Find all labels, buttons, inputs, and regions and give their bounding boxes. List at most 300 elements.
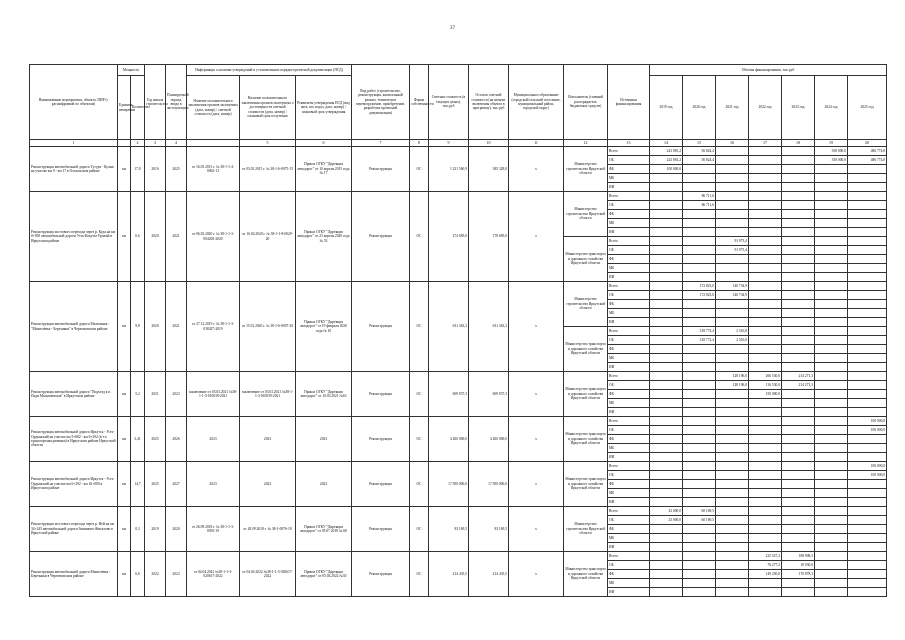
unit: км <box>118 282 131 372</box>
funding-value <box>848 246 887 255</box>
header-exam: Наличие положительного заключения органов экспертизы (дата, номер) / сметной стоимости (дата, номер) <box>187 76 240 140</box>
funding-value <box>650 354 683 363</box>
column-number: 18 <box>782 140 815 147</box>
funding-value <box>716 390 749 399</box>
header-approvals: Информация о наличии утверждений и установленном порядке проектной документации (ПСД) <box>187 65 352 76</box>
funding-value <box>848 525 887 534</box>
funding-value <box>650 309 683 318</box>
funding-value <box>650 336 683 345</box>
work-type: Реконструкция <box>352 462 410 507</box>
funding-value <box>716 408 749 417</box>
end-year: 2021 <box>166 282 187 372</box>
funding-value <box>848 273 887 282</box>
estimate-reliability: от 03.03.2015 г. № 38-1-6-0075-15 <box>240 147 296 192</box>
funding-value <box>716 201 749 210</box>
funding-value <box>650 300 683 309</box>
funding-value <box>848 561 887 570</box>
funding-source: Всего <box>608 282 650 291</box>
funding-value <box>848 588 887 597</box>
funding-value <box>782 255 815 264</box>
table-row <box>30 147 887 156</box>
funding-value <box>749 588 782 597</box>
project-name: Реконструкция автомобильной дороги "Подъезд к п. Пади Малышевская" в Иркутском районе <box>30 372 118 417</box>
funding-value <box>683 183 716 192</box>
funding-value <box>716 219 749 228</box>
funding-source: ИИ <box>608 318 650 327</box>
funding-value: 100 000,0 <box>848 471 887 480</box>
funding-value <box>782 579 815 588</box>
funding-value <box>683 237 716 246</box>
funding-value <box>848 174 887 183</box>
funding-value <box>782 318 815 327</box>
funding-value <box>650 327 683 336</box>
funding-value <box>683 579 716 588</box>
funding-value <box>650 498 683 507</box>
work-type: Реконструкция <box>352 552 410 597</box>
remaining-cost: 178 685,0 <box>469 192 509 282</box>
funding-value <box>782 435 815 444</box>
column-number <box>187 140 240 147</box>
funding-value <box>716 534 749 543</box>
funding-value <box>683 471 716 480</box>
funding-value <box>716 588 749 597</box>
funding-value <box>716 435 749 444</box>
project-name: Реконструкция мостового перехода через р. Куда на км 0+850 автомобильной дороги Усть-Кокуты-Урожай в Иркутском районе <box>30 192 118 282</box>
funding-value <box>650 273 683 282</box>
funding-source: МБ <box>608 264 650 273</box>
funding-value <box>782 453 815 462</box>
funding-value <box>815 291 848 300</box>
funding-value <box>749 327 782 336</box>
funding-source: ФБ <box>608 570 650 579</box>
funding-value: 91 973,4 <box>716 246 749 255</box>
funding-value <box>848 552 887 561</box>
funding-value: 86 711,6 <box>683 192 716 201</box>
funding-value <box>683 588 716 597</box>
funding-source: Всего <box>608 552 650 561</box>
funding-value <box>683 534 716 543</box>
funding-value <box>749 525 782 534</box>
funding-value <box>782 282 815 291</box>
funding-value <box>683 480 716 489</box>
executor: Министерство строительства Иркутской области <box>564 282 608 327</box>
estimate-reliability: заключение от 03.03.2021 №38-1-1-3-010039-2021 <box>240 372 296 417</box>
funding-value <box>650 219 683 228</box>
header-capacity: Мощность <box>118 65 145 76</box>
header-qty: Количество <box>131 76 145 140</box>
funding-value <box>848 192 887 201</box>
end-year: 2026 <box>166 417 187 462</box>
funding-value: 60 169,5 <box>683 507 716 516</box>
funding-value <box>650 381 683 390</box>
expertise-conclusion: заключение от 03.03.2021 №38-1-1-3-010039-2021 <box>187 372 240 417</box>
funding-value <box>815 525 848 534</box>
funding-value <box>782 516 815 525</box>
approval-document: 2023 <box>296 417 352 462</box>
funding-value <box>848 507 887 516</box>
funding-value <box>749 354 782 363</box>
funding-value <box>815 534 848 543</box>
funding-value <box>749 156 782 165</box>
funding-value: 128 196,0 <box>716 372 749 381</box>
project-name: Реконструкция автомобильной дороги Мишелёвка - Березняки в Черемховском районе <box>30 552 118 597</box>
funding-value <box>650 435 683 444</box>
funding-source: ФБ <box>608 210 650 219</box>
ownership: ОС <box>410 417 429 462</box>
funding-source: ОБ <box>608 246 650 255</box>
funding-value <box>848 354 887 363</box>
funding-value: 128 196,0 <box>716 381 749 390</box>
funding-value <box>749 543 782 552</box>
funding-value <box>683 408 716 417</box>
executor: Министерство транспорта и дорожного хозяйства Иркутской области <box>564 237 608 282</box>
funding-value <box>782 237 815 246</box>
funding-value <box>815 228 848 237</box>
funding-value <box>650 282 683 291</box>
funding-source: Всего <box>608 192 650 201</box>
funding-source: Всего <box>608 147 650 156</box>
funding-value <box>815 588 848 597</box>
funding-value <box>749 336 782 345</box>
expertise-conclusion: 2023 <box>187 417 240 462</box>
funding-value <box>716 255 749 264</box>
funding-value <box>749 273 782 282</box>
funding-value <box>782 534 815 543</box>
funding-value <box>683 426 716 435</box>
column-number: 2 <box>131 140 145 147</box>
estimate-cost: 631 363,3 <box>429 282 469 372</box>
end-year: 2020 <box>166 507 187 552</box>
funding-source: ОБ <box>608 201 650 210</box>
funding-value <box>683 174 716 183</box>
funding-value <box>815 183 848 192</box>
funding-value <box>848 318 887 327</box>
funding-source: Всего <box>608 462 650 471</box>
estimate-cost: 17 500 000,0 <box>429 462 469 507</box>
funding-value <box>848 165 887 174</box>
funding-value <box>683 219 716 228</box>
funding-value <box>716 363 749 372</box>
header-financing: Объемы финансирования, тыс.руб <box>650 65 887 76</box>
unit: км <box>118 507 131 552</box>
funding-value <box>782 291 815 300</box>
header-year: 2021 год <box>716 76 749 140</box>
funding-value <box>815 453 848 462</box>
funding-value <box>782 147 815 156</box>
ownership: ОС <box>410 282 429 372</box>
funding-source: МБ <box>608 309 650 318</box>
funding-value <box>749 174 782 183</box>
start-year: 2025 <box>145 462 166 507</box>
project-name: Реконструкция автомобильной дороги Мальтинка - "Мишелёвка - Березняки" в Черемховском районе <box>30 282 118 372</box>
estimate-reliability: от 15.01.2020 г. № 38-1-6-0007-20 <box>240 282 296 372</box>
end-year: 2025 <box>166 147 187 192</box>
funding-value <box>815 543 848 552</box>
funding-value <box>848 516 887 525</box>
project-name: Реконструкция автомобильной дороги Тутура - Кулык на участке км 0 - км 17 в Ольхонском районе <box>30 147 118 192</box>
executor: Министерство транспорта и дорожного хозяйства Иркутской области <box>564 417 608 462</box>
work-type: Реконструкция <box>352 282 410 372</box>
approval-document: Приказ ОГКУ "Дирекция автодорог" от 23 апреля 2020 года № 53 <box>296 192 352 282</box>
funding-value <box>815 516 848 525</box>
column-number: 1 <box>30 140 118 147</box>
funding-value <box>848 480 887 489</box>
remaining-cost: 385 328,0 <box>469 147 509 192</box>
funding-value <box>815 237 848 246</box>
funding-value <box>815 507 848 516</box>
funding-value <box>848 336 887 345</box>
funding-source: МБ <box>608 534 650 543</box>
funding-value <box>716 354 749 363</box>
funding-value <box>782 210 815 219</box>
quantity: 9,8 <box>131 282 145 372</box>
funding-value: 140 734,9 <box>716 291 749 300</box>
start-year: 2021 <box>145 372 166 417</box>
funding-value <box>815 165 848 174</box>
estimate-reliability: от 04.04.2022 №38-1-1-3-020617-2022 <box>240 552 296 597</box>
funding-source: Всего <box>608 237 650 246</box>
header-unit: Единица измерения <box>118 76 131 140</box>
project-name: Реконструкция автомобильной дороги Иркутск - Усть-Ордынский на участке км 5+682 - км 6+292 (в т.ч. транспортная развязка) в Иркутском районе Иркутской области <box>30 417 118 462</box>
funding-value <box>650 174 683 183</box>
end-year: 2027 <box>166 462 187 507</box>
funding-value <box>716 480 749 489</box>
end-year: 2021 <box>166 192 187 282</box>
funding-value: 23 000,0 <box>650 516 683 525</box>
funding-value <box>782 543 815 552</box>
estimate-cost: 609 937,3 <box>429 372 469 417</box>
funding-source: ОБ <box>608 426 650 435</box>
remaining-cost: 414 435,5 <box>469 552 509 597</box>
funding-value <box>683 300 716 309</box>
header-municipality: Муниципальное образование (городской/сельский поселение, муниципальный район, городской округ) <box>509 65 564 140</box>
funding-value <box>716 498 749 507</box>
funding-value <box>848 444 887 453</box>
funding-value <box>815 579 848 588</box>
funding-value <box>782 489 815 498</box>
column-number: 9 <box>429 140 469 147</box>
quantity: 0,3 <box>131 507 145 552</box>
funding-value <box>650 534 683 543</box>
funding-value <box>716 525 749 534</box>
unit: км <box>118 147 131 192</box>
funding-source: ФБ <box>608 345 650 354</box>
municipality: х <box>509 372 564 417</box>
funding-value <box>650 255 683 264</box>
header-year: 2025 год <box>848 76 887 140</box>
header-year: 2020 год <box>683 76 716 140</box>
funding-value <box>782 408 815 417</box>
funding-value <box>650 543 683 552</box>
funding-value <box>716 210 749 219</box>
funding-source: ИИ <box>608 453 650 462</box>
funding-value: 23 000,0 <box>650 507 683 516</box>
funding-value <box>716 192 749 201</box>
funding-value <box>815 201 848 210</box>
header-year: 2022 год <box>749 76 782 140</box>
funding-source: ИИ <box>608 183 650 192</box>
funding-value <box>848 363 887 372</box>
start-year: 2022 <box>145 552 166 597</box>
start-year: 2019 <box>145 507 166 552</box>
funding-value <box>749 363 782 372</box>
funding-value: 100 000,0 <box>650 165 683 174</box>
funding-value <box>749 480 782 489</box>
funding-value: 214 271,3 <box>782 381 815 390</box>
funding-value <box>782 471 815 480</box>
estimate-reliability: 2023 <box>240 462 296 507</box>
funding-value <box>782 426 815 435</box>
executor: Министерство транспорта и дорожного хозяйства Иркутской области <box>564 552 608 597</box>
funding-value <box>716 561 749 570</box>
funding-value <box>782 417 815 426</box>
financing-table <box>29 64 887 597</box>
funding-value <box>848 237 887 246</box>
funding-value <box>848 543 887 552</box>
funding-value: 140 734,9 <box>716 282 749 291</box>
funding-value <box>749 291 782 300</box>
table-body <box>30 147 887 597</box>
funding-value <box>683 381 716 390</box>
funding-source: МБ <box>608 354 650 363</box>
funding-value <box>749 228 782 237</box>
funding-value <box>782 192 815 201</box>
funding-value <box>782 354 815 363</box>
funding-value <box>683 345 716 354</box>
funding-value: 214 271,3 <box>782 372 815 381</box>
funding-value <box>683 273 716 282</box>
funding-value <box>716 417 749 426</box>
funding-value: 100 000,0 <box>848 426 887 435</box>
table-row <box>30 417 887 426</box>
funding-value <box>782 336 815 345</box>
header-end-year: Планируемый период ввода в эксплуатацию <box>166 65 187 140</box>
funding-value <box>782 165 815 174</box>
funding-source: МБ <box>608 444 650 453</box>
column-number: 16 <box>716 140 749 147</box>
funding-value <box>782 246 815 255</box>
funding-value <box>650 453 683 462</box>
funding-value <box>749 399 782 408</box>
funding-value: 486 774,8 <box>848 156 887 165</box>
start-year: 2025 <box>145 417 166 462</box>
funding-value <box>683 363 716 372</box>
header-ownership: Форма собственности <box>410 65 429 140</box>
funding-value <box>782 228 815 237</box>
column-number: 11 <box>509 140 564 147</box>
funding-value <box>716 399 749 408</box>
funding-source: ОБ <box>608 516 650 525</box>
funding-value <box>848 183 887 192</box>
funding-value <box>650 363 683 372</box>
funding-value <box>683 264 716 273</box>
column-number: 7 <box>352 140 410 147</box>
funding-value <box>848 381 887 390</box>
funding-value <box>782 507 815 516</box>
funding-value <box>749 426 782 435</box>
funding-value: 100 000,0 <box>848 462 887 471</box>
funding-value: 2 516,8 <box>716 327 749 336</box>
funding-value <box>848 534 887 543</box>
funding-value <box>749 498 782 507</box>
funding-value <box>815 417 848 426</box>
estimate-cost: 83 169,5 <box>429 507 469 552</box>
funding-value <box>749 192 782 201</box>
funding-value <box>650 237 683 246</box>
executor: Министерство строительства Иркутской области <box>564 192 608 237</box>
funding-value <box>848 579 887 588</box>
funding-value: 318 772,4 <box>683 336 716 345</box>
funding-value <box>815 552 848 561</box>
project-name: Реконструкция мостового перехода через р. Ией на км 34+245 автомобильной дороги Зиминово-Жигалово в Иркутской районе <box>30 507 118 552</box>
funding-value: 116 530,0 <box>749 381 782 390</box>
funding-value <box>683 570 716 579</box>
executor: Министерство транспорта и дорожного хозяйства Иркутской области <box>564 372 608 417</box>
unit: км <box>118 372 131 417</box>
funding-value: 60 169,5 <box>683 516 716 525</box>
table-row <box>30 507 887 516</box>
header-year: 2019 год <box>650 76 683 140</box>
funding-value <box>815 354 848 363</box>
funding-value <box>782 300 815 309</box>
funding-value <box>650 462 683 471</box>
funding-source: ФБ <box>608 300 650 309</box>
funding-value <box>815 498 848 507</box>
executor: Министерство строительства Иркутской области <box>564 507 608 552</box>
expertise-conclusion: от 26.09.2018 г. № 38-1-1-3-0055-19 <box>187 507 240 552</box>
funding-value <box>650 426 683 435</box>
funding-source: ИИ <box>608 408 650 417</box>
ownership: ОС <box>410 192 429 282</box>
column-number: 3 <box>145 140 166 147</box>
funding-value <box>716 345 749 354</box>
funding-value <box>716 516 749 525</box>
funding-value <box>716 543 749 552</box>
funding-value: 170 878,3 <box>782 570 815 579</box>
ownership: ОС <box>410 462 429 507</box>
funding-source: ОБ <box>608 156 650 165</box>
header-sources: Источники финансирования <box>608 65 650 140</box>
funding-value <box>749 453 782 462</box>
executor: Министерство транспорта и дорожного хозяйства Иркутской области <box>564 327 608 372</box>
table-row <box>30 192 887 201</box>
quantity: 5,2 <box>131 372 145 417</box>
funding-value: 266 530,0 <box>749 372 782 381</box>
funding-value <box>716 183 749 192</box>
funding-value <box>749 489 782 498</box>
start-year: 2016 <box>145 147 166 192</box>
executor: Министерство строительства Иркутской области <box>564 147 608 192</box>
funding-value <box>749 579 782 588</box>
quantity: 17,0 <box>131 147 145 192</box>
funding-value <box>848 255 887 264</box>
start-year: 2020 <box>145 192 166 282</box>
funding-value <box>815 219 848 228</box>
funding-value: 86 711,6 <box>683 201 716 210</box>
funding-value <box>782 327 815 336</box>
funding-value <box>782 309 815 318</box>
funding-value <box>815 363 848 372</box>
column-number: 12 <box>564 140 608 147</box>
funding-value: 318 772,4 <box>683 327 716 336</box>
column-number: 15 <box>683 140 716 147</box>
work-type: Реконструкция <box>352 417 410 462</box>
funding-value <box>815 264 848 273</box>
funding-value <box>848 228 887 237</box>
funding-source: ИИ <box>608 228 650 237</box>
column-number: 6 <box>296 140 352 147</box>
approval-document: Приказ ОГКУ "Дирекция автодорог" от 19 февраля 2020 года № 10 <box>296 282 352 372</box>
